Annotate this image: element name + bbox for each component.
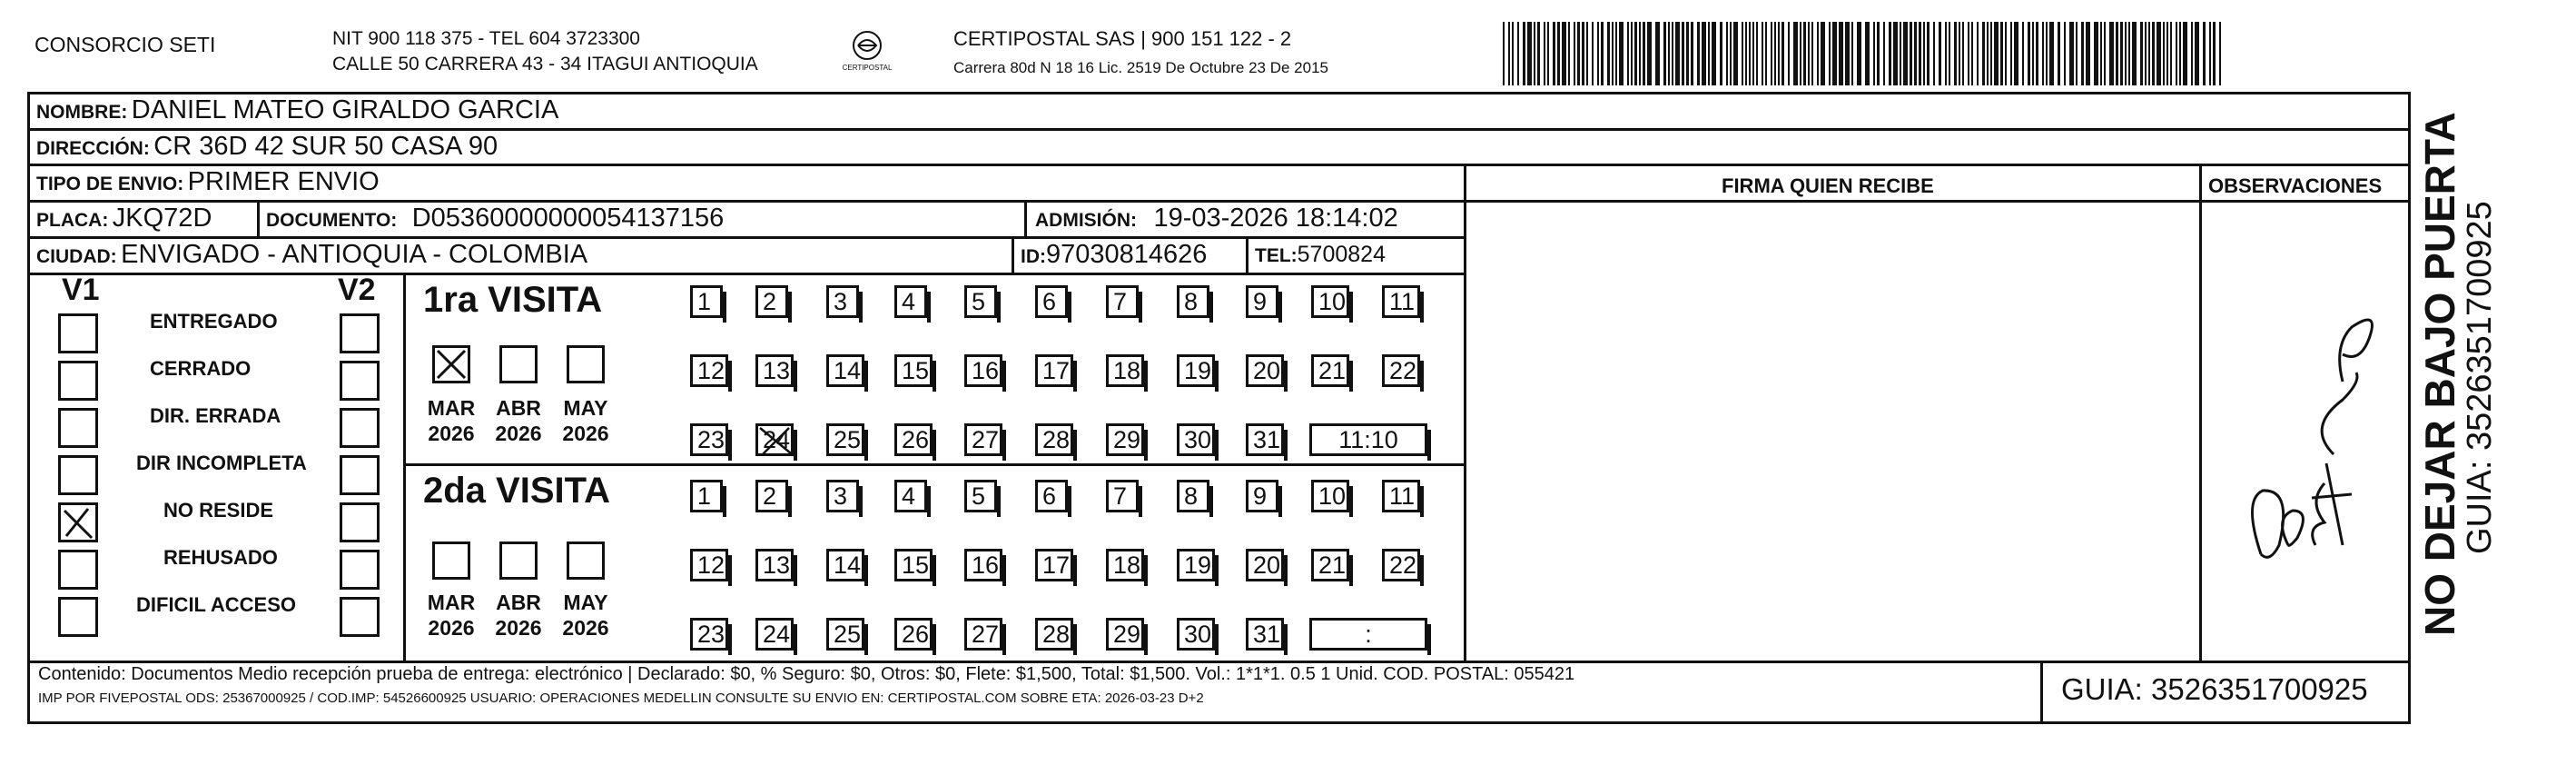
barcode-bar	[1793, 22, 1798, 85]
barcode-bar	[1517, 22, 1519, 85]
v2-checkbox[interactable]	[340, 455, 380, 495]
first-visit-month-checkbox[interactable]	[567, 345, 605, 383]
second-visit-month-checkbox[interactable]	[432, 541, 470, 580]
second-visit-month-label: ABR	[496, 591, 541, 614]
barcode-bar	[1597, 22, 1599, 85]
documento-label: DOCUMENTO:	[266, 210, 398, 231]
status-label: NO RESIDE	[163, 499, 274, 522]
barcode-bar	[1968, 22, 1969, 85]
barcode-bar	[2036, 22, 2038, 85]
first-visit-day-4[interactable]: 4	[894, 285, 927, 318]
v1-checkbox[interactable]	[58, 313, 98, 353]
barcode-bar	[1900, 22, 1901, 85]
status-label: DIR INCOMPLETA	[136, 452, 307, 474]
first-visit-title: 1ra VISITA	[423, 280, 603, 320]
documento-cell	[266, 203, 724, 238]
barcode-bar	[1574, 22, 1575, 85]
direccion-row	[36, 131, 498, 166]
barcode-bar	[1756, 22, 1758, 85]
first-visit-day-20[interactable]: 20	[1246, 354, 1284, 387]
barcode-bar	[1839, 22, 1843, 85]
first-visit-day-12[interactable]: 12	[690, 354, 728, 387]
first-visit-day-14[interactable]: 14	[826, 354, 864, 387]
barcode-bar	[1765, 22, 1767, 85]
second-visit-day-23[interactable]: 23	[690, 618, 728, 651]
barcode-bar	[1697, 22, 1700, 85]
admision-cell	[1035, 203, 1398, 238]
barcode-bar	[1919, 22, 1921, 85]
barcode-bar	[1601, 22, 1604, 85]
barcode-bar	[1577, 22, 1580, 85]
barcode-bar	[2157, 22, 2161, 85]
barcode-bar	[1508, 22, 1510, 85]
barcode-bar	[1893, 22, 1898, 85]
barcode-bar	[2046, 22, 2048, 85]
main-frame	[27, 92, 2411, 724]
barcode-bar	[1568, 22, 1570, 85]
barcode-bar	[1889, 22, 1891, 85]
status-label: DIFICIL ACCESO	[136, 593, 297, 616]
barcode-bar	[2179, 22, 2181, 85]
nombre-label: NOMBRE:	[36, 102, 128, 123]
second-visit-day-7[interactable]: 7	[1106, 480, 1139, 512]
barcode-bar	[2148, 22, 2150, 85]
barcode-bar	[1982, 22, 1985, 85]
barcode-bar	[1788, 22, 1790, 85]
barcode-bar	[1803, 22, 1806, 85]
status-label: DIR. ERRADA	[150, 404, 281, 427]
second-visit-day-8[interactable]: 8	[1177, 480, 1209, 512]
first-visit-day-21[interactable]: 21	[1311, 354, 1349, 387]
barcode-bar	[2163, 22, 2165, 85]
barcode-bar	[1745, 22, 1747, 85]
first-visit-day-9[interactable]: 9	[1246, 285, 1278, 318]
footer-line-2: IMP POR FIVEPOSTAL ODS: 25367000925 / COD.IMP: 54526600925 USUARIO: OPERACIONES MEDELLIN CONSULTE SU ENVIO EN: CERTIPOSTAL.COM SOBRE ETA: 2026-03-23 D+2	[38, 690, 1204, 706]
barcode-bar	[2094, 22, 2098, 85]
direccion-label: DIRECCIÓN:	[36, 138, 150, 159]
barcode-bar	[2152, 22, 2155, 85]
v1-checkbox[interactable]	[58, 550, 98, 590]
barcode-bar	[1557, 22, 1560, 85]
first-visit-day-17[interactable]: 17	[1035, 354, 1073, 387]
barcode-bar	[1562, 22, 1566, 85]
id-cell	[1021, 239, 1207, 274]
barcode-bar	[2128, 22, 2130, 85]
barcode-bar	[1829, 22, 1831, 85]
second-visit-day-5[interactable]: 5	[964, 480, 997, 512]
barcode-bar	[1990, 22, 1992, 85]
first-visit-day-23[interactable]: 23	[690, 423, 728, 456]
barcode-bar	[1762, 22, 1763, 85]
second-visit-day-6[interactable]: 6	[1035, 480, 1068, 512]
barcode-bar	[1749, 22, 1751, 85]
barcode-bar	[2081, 22, 2084, 85]
status-label: REHUSADO	[163, 546, 278, 569]
second-visit-day-20[interactable]: 20	[1246, 549, 1284, 581]
barcode-bar	[1537, 22, 1540, 85]
barcode-bar	[1933, 22, 1935, 85]
barcode-bar	[1910, 22, 1912, 85]
admision-label: ADMISIÓN:	[1035, 210, 1137, 231]
second-visit-day-27[interactable]: 27	[964, 618, 1002, 651]
v2-checkbox[interactable]	[340, 313, 380, 353]
barcode-bar	[2069, 22, 2074, 85]
second-visit-month-label: MAY	[563, 591, 608, 614]
first-visit-day-25[interactable]: 25	[826, 423, 864, 456]
second-visit-day-31[interactable]: 31	[1246, 618, 1284, 651]
barcode-bar	[1927, 22, 1930, 85]
barcode-bar	[1954, 22, 1957, 85]
first-visit-day-13[interactable]: 13	[755, 354, 794, 387]
barcode-bar	[1877, 22, 1880, 85]
barcode-bar	[2014, 22, 2018, 85]
barcode-bar	[1553, 22, 1555, 85]
barcode-bar	[1639, 22, 1641, 85]
barcode-bar	[2032, 22, 2034, 85]
barcode-bar	[1586, 22, 1588, 85]
barcode-bar	[1675, 22, 1680, 85]
second-visit-day-29[interactable]: 29	[1106, 618, 1144, 651]
second-visit-day-4[interactable]: 4	[894, 480, 927, 512]
no-dejar-bajo-puerta: NO DEJAR BAJO PUERTA	[2416, 112, 2463, 636]
barcode-bar	[2195, 22, 2199, 85]
barcode-bar	[1959, 22, 1960, 85]
ciudad-cell	[36, 239, 587, 274]
first-visit-day-30[interactable]: 30	[1177, 423, 1215, 456]
firma-header: FIRMA QUIEN RECIBE	[1722, 174, 1934, 197]
first-visit-day-3[interactable]: 3	[826, 285, 859, 318]
barcode-bar	[2005, 22, 2007, 85]
first-visit-time-field[interactable]: 11:10	[1309, 423, 1427, 456]
barcode-bar	[1832, 22, 1837, 85]
barcode-bar	[2109, 22, 2114, 85]
barcode-bar	[1582, 22, 1584, 85]
v2-checkbox[interactable]	[340, 597, 380, 637]
second-visit-day-11[interactable]: 11	[1382, 480, 1420, 512]
observation-handwriting	[2206, 273, 2406, 654]
barcode-bar	[1733, 22, 1738, 85]
direccion-value: CR 36D 42 SUR 50 CASA 90	[153, 132, 498, 161]
side-guia: GUIA: 3526351700925	[2461, 201, 2499, 554]
barcode-bar	[1808, 22, 1810, 85]
barcode-bar	[1923, 22, 1925, 85]
barcode-bar	[1668, 22, 1670, 85]
barcode-bar	[1708, 22, 1710, 85]
first-visit-year-label: 2026	[428, 422, 475, 445]
barcode-bar	[2076, 22, 2078, 85]
barcode-bar	[2191, 22, 2193, 85]
second-visit-time-field[interactable]: :	[1309, 618, 1427, 651]
v2-checkbox[interactable]	[340, 502, 380, 542]
barcode-bar	[1845, 22, 1850, 85]
barcode-bar	[1634, 22, 1637, 85]
barcode-bar	[1672, 22, 1673, 85]
v2-checkbox[interactable]	[340, 408, 380, 448]
barcode-bar	[1726, 22, 1728, 85]
v1-checkbox[interactable]	[58, 597, 98, 637]
barcode-bar	[2022, 22, 2024, 85]
first-visit-month-checkbox[interactable]	[432, 345, 470, 383]
barcode-bar	[2166, 22, 2168, 85]
second-visit-day-17[interactable]: 17	[1035, 549, 1073, 581]
v1-header: V1	[62, 273, 100, 307]
barcode-bar	[1742, 22, 1743, 85]
second-visit-day-12[interactable]: 12	[690, 549, 728, 581]
second-visit-day-21[interactable]: 21	[1311, 549, 1349, 581]
second-visit-day-14[interactable]: 14	[826, 549, 864, 581]
barcode-bar	[1778, 22, 1780, 85]
barcode-bar	[2049, 22, 2054, 85]
second-visit-day-2[interactable]: 2	[755, 480, 788, 512]
barcode-bar	[1647, 22, 1652, 85]
barcode-bar	[1503, 22, 1505, 85]
barcode-bar	[1547, 22, 1549, 85]
second-visit-month-checkbox[interactable]	[567, 541, 605, 580]
placa-value: JKQ72D	[112, 204, 212, 233]
v2-checkbox[interactable]	[340, 550, 380, 590]
barcode-bar	[1987, 22, 1989, 85]
ciudad-value: ENVIGADO - ANTIOQUIA - COLOMBIA	[121, 240, 588, 269]
nombre-value: DANIEL MATEO GIRALDO GARCIA	[131, 95, 559, 124]
first-visit-day-31[interactable]: 31	[1246, 423, 1284, 456]
barcode-bar	[2209, 22, 2211, 85]
barcode-bar	[1857, 22, 1861, 85]
barcode-bar	[2132, 22, 2137, 85]
id-label: ID:	[1021, 246, 1046, 267]
barcode-bar	[2120, 22, 2123, 85]
first-visit-day-1[interactable]: 1	[690, 285, 723, 318]
barcode-bar	[1592, 22, 1594, 85]
barcode-bar	[1962, 22, 1964, 85]
barcode-bar	[1612, 22, 1614, 85]
second-visit-year-label: 2026	[495, 616, 542, 640]
first-visit-day-28[interactable]: 28	[1035, 423, 1073, 456]
barcode-bar	[2125, 22, 2127, 85]
barcode-bar	[1512, 22, 1514, 85]
barcode-bar	[2028, 22, 2030, 85]
barcode-bar	[1655, 22, 1660, 85]
logo-text: CERTIPOSTAL	[842, 64, 893, 72]
barcode-bar	[1607, 22, 1610, 85]
barcode-bar	[2010, 22, 2012, 85]
barcode-bar	[1949, 22, 1950, 85]
status-label: ENTREGADO	[150, 310, 278, 333]
first-visit-month-label: ABR	[496, 396, 541, 420]
barcode-bar	[1883, 22, 1885, 85]
barcode-bar	[1817, 22, 1819, 85]
first-visit-year-label: 2026	[562, 422, 609, 445]
observaciones-header: OBSERVACIONES	[2208, 174, 2383, 197]
status-label: CERRADO	[150, 357, 252, 380]
barcode-bar	[2058, 22, 2060, 85]
v1-checkbox[interactable]	[58, 408, 98, 448]
second-visit-title: 2da VISITA	[423, 471, 610, 511]
barcode-bar	[1720, 22, 1722, 85]
barcode	[1503, 22, 2225, 85]
second-visit-month-label: MAR	[427, 591, 476, 614]
v1-checkbox[interactable]	[58, 502, 98, 542]
tel-label: TEL:	[1255, 245, 1298, 266]
first-visit-day-22[interactable]: 22	[1382, 354, 1420, 387]
barcode-bar	[2064, 22, 2066, 85]
second-visit-day-9[interactable]: 9	[1246, 480, 1278, 512]
barcode-bar	[2042, 22, 2044, 85]
barcode-bar	[2086, 22, 2090, 85]
barcode-bar	[1781, 22, 1784, 85]
second-visit-day-19[interactable]: 19	[1177, 549, 1215, 581]
first-visit-day-26[interactable]: 26	[894, 423, 933, 456]
placa-cell	[36, 203, 212, 238]
second-visit-day-1[interactable]: 1	[690, 480, 723, 512]
tel-cell	[1255, 239, 1386, 273]
second-visit-day-13[interactable]: 13	[755, 549, 794, 581]
certipostal-line-1: CERTIPOSTAL SAS | 900 151 122 - 2	[953, 27, 1292, 50]
first-visit-day-7[interactable]: 7	[1106, 285, 1139, 318]
first-visit-day-18[interactable]: 18	[1106, 354, 1144, 387]
tipo-row	[36, 166, 380, 202]
v1-checkbox[interactable]	[58, 455, 98, 495]
first-visit-day-5[interactable]: 5	[964, 285, 997, 318]
barcode-bar	[1865, 22, 1870, 85]
barcode-bar	[1619, 22, 1624, 85]
v1-checkbox[interactable]	[58, 361, 98, 401]
barcode-bar	[2170, 22, 2172, 85]
barcode-bar	[1643, 22, 1645, 85]
second-visit-year-label: 2026	[428, 616, 475, 640]
barcode-bar	[2219, 22, 2221, 85]
barcode-bar	[1534, 22, 1535, 85]
second-visit-year-label: 2026	[562, 616, 609, 640]
barcode-bar	[1873, 22, 1875, 85]
barcode-bar	[1771, 22, 1772, 85]
second-visit-day-24[interactable]: 24	[755, 618, 794, 651]
first-visit-month-label: MAY	[563, 396, 608, 420]
barcode-bar	[1800, 22, 1801, 85]
nit-line-2: CALLE 50 CARRERA 43 - 34 ITAGUI ANTIOQUIA	[332, 54, 758, 75]
second-visit-day-25[interactable]: 25	[826, 618, 864, 651]
admision-value: 19-03-2026 18:14:02	[1153, 204, 1398, 233]
first-visit-month-checkbox[interactable]	[499, 345, 538, 383]
first-visit-year-label: 2026	[495, 422, 542, 445]
barcode-bar	[1914, 22, 1917, 85]
barcode-bar	[2203, 22, 2206, 85]
certipostal-line-2: Carrera 80d N 18 16 Lic. 2519 De Octubre 23 De 2015	[953, 59, 1328, 76]
company-name: CONSORCIO SETI	[35, 33, 216, 56]
barcode-bar	[1945, 22, 1947, 85]
barcode-bar	[1977, 22, 1979, 85]
barcode-bar	[1994, 22, 1999, 85]
ciudad-label: CIUDAD:	[36, 246, 117, 267]
barcode-bar	[1712, 22, 1716, 85]
footer-guia: GUIA: 3526351700925	[2061, 672, 2368, 706]
barcode-bar	[1903, 22, 1908, 85]
second-visit-month-checkbox[interactable]	[499, 541, 538, 580]
barcode-bar	[2100, 22, 2102, 85]
barcode-bar	[1752, 22, 1754, 85]
tipo-label: TIPO DE ENVIO:	[36, 174, 184, 194]
first-visit-day-2[interactable]: 2	[755, 285, 788, 318]
nit-line-1: NIT 900 118 375 - TEL 604 3723300	[332, 28, 640, 49]
second-visit-day-10[interactable]: 10	[1311, 480, 1349, 512]
second-visit-day-18[interactable]: 18	[1106, 549, 1144, 581]
first-visit-day-15[interactable]: 15	[894, 354, 933, 387]
first-visit-day-27[interactable]: 27	[964, 423, 1002, 456]
second-visit-day-30[interactable]: 30	[1177, 618, 1215, 651]
tipo-value: PRIMER ENVIO	[187, 167, 380, 196]
id-value: 97030814626	[1046, 240, 1208, 269]
first-visit-day-10[interactable]: 10	[1311, 285, 1349, 318]
barcode-bar	[1527, 22, 1532, 85]
barcode-bar	[2116, 22, 2118, 85]
certipostal-logo	[835, 27, 899, 78]
barcode-bar	[1851, 22, 1853, 85]
documento-value: D05360000000054137156	[411, 204, 725, 233]
barcode-bar	[1774, 22, 1776, 85]
v2-header: V2	[338, 273, 376, 307]
barcode-bar	[1631, 22, 1633, 85]
placa-label: PLACA:	[36, 210, 109, 231]
second-visit-day-28[interactable]: 28	[1035, 618, 1073, 651]
barcode-bar	[1682, 22, 1684, 85]
barcode-bar	[1939, 22, 1941, 85]
footer-line-1: Contenido: Documentos Medio recepción prueba de entrega: electrónico | Declarado: $0, % Seguro: $0, Otros: $0, Flete: $1,500, Total: $1,500. Vol.: 1*1*1. 0.5 1 Unid. COD. POSTAL: 055421	[38, 664, 1575, 684]
barcode-bar	[1821, 22, 1825, 85]
barcode-bar	[2183, 22, 2187, 85]
barcode-bar	[1730, 22, 1732, 85]
second-visit-day-3[interactable]: 3	[826, 480, 859, 512]
barcode-bar	[1811, 22, 1813, 85]
barcode-bar	[2000, 22, 2003, 85]
barcode-bar	[1615, 22, 1617, 85]
tel-value: 5700824	[1297, 242, 1386, 267]
barcode-bar	[2213, 22, 2216, 85]
barcode-bar	[2145, 22, 2147, 85]
first-visit-day-16[interactable]: 16	[964, 354, 1002, 387]
first-visit-day-19[interactable]: 19	[1177, 354, 1215, 387]
second-visit-day-15[interactable]: 15	[894, 549, 933, 581]
first-visit-day-6[interactable]: 6	[1035, 285, 1068, 318]
barcode-bar	[1702, 22, 1706, 85]
barcode-bar	[1523, 22, 1525, 85]
barcode-bar	[1691, 22, 1693, 85]
barcode-bar	[1686, 22, 1689, 85]
first-visit-day-11[interactable]: 11	[1382, 285, 1420, 318]
barcode-bar	[2104, 22, 2106, 85]
v2-checkbox[interactable]	[340, 361, 380, 401]
first-visit-day-29[interactable]: 29	[1106, 423, 1144, 456]
second-visit-day-26[interactable]: 26	[894, 618, 933, 651]
barcode-bar	[1627, 22, 1629, 85]
first-visit-day-24[interactable]: 24	[755, 423, 794, 456]
barcode-bar	[1544, 22, 1545, 85]
first-visit-day-8[interactable]: 8	[1177, 285, 1209, 318]
second-visit-day-16[interactable]: 16	[964, 549, 1002, 581]
nombre-row	[36, 94, 558, 130]
barcode-bar	[2176, 22, 2177, 85]
barcode-bar	[1971, 22, 1973, 85]
first-visit-month-label: MAR	[427, 396, 476, 420]
second-visit-day-22[interactable]: 22	[1382, 549, 1420, 581]
barcode-bar	[2140, 22, 2143, 85]
barcode-bar	[1663, 22, 1666, 85]
